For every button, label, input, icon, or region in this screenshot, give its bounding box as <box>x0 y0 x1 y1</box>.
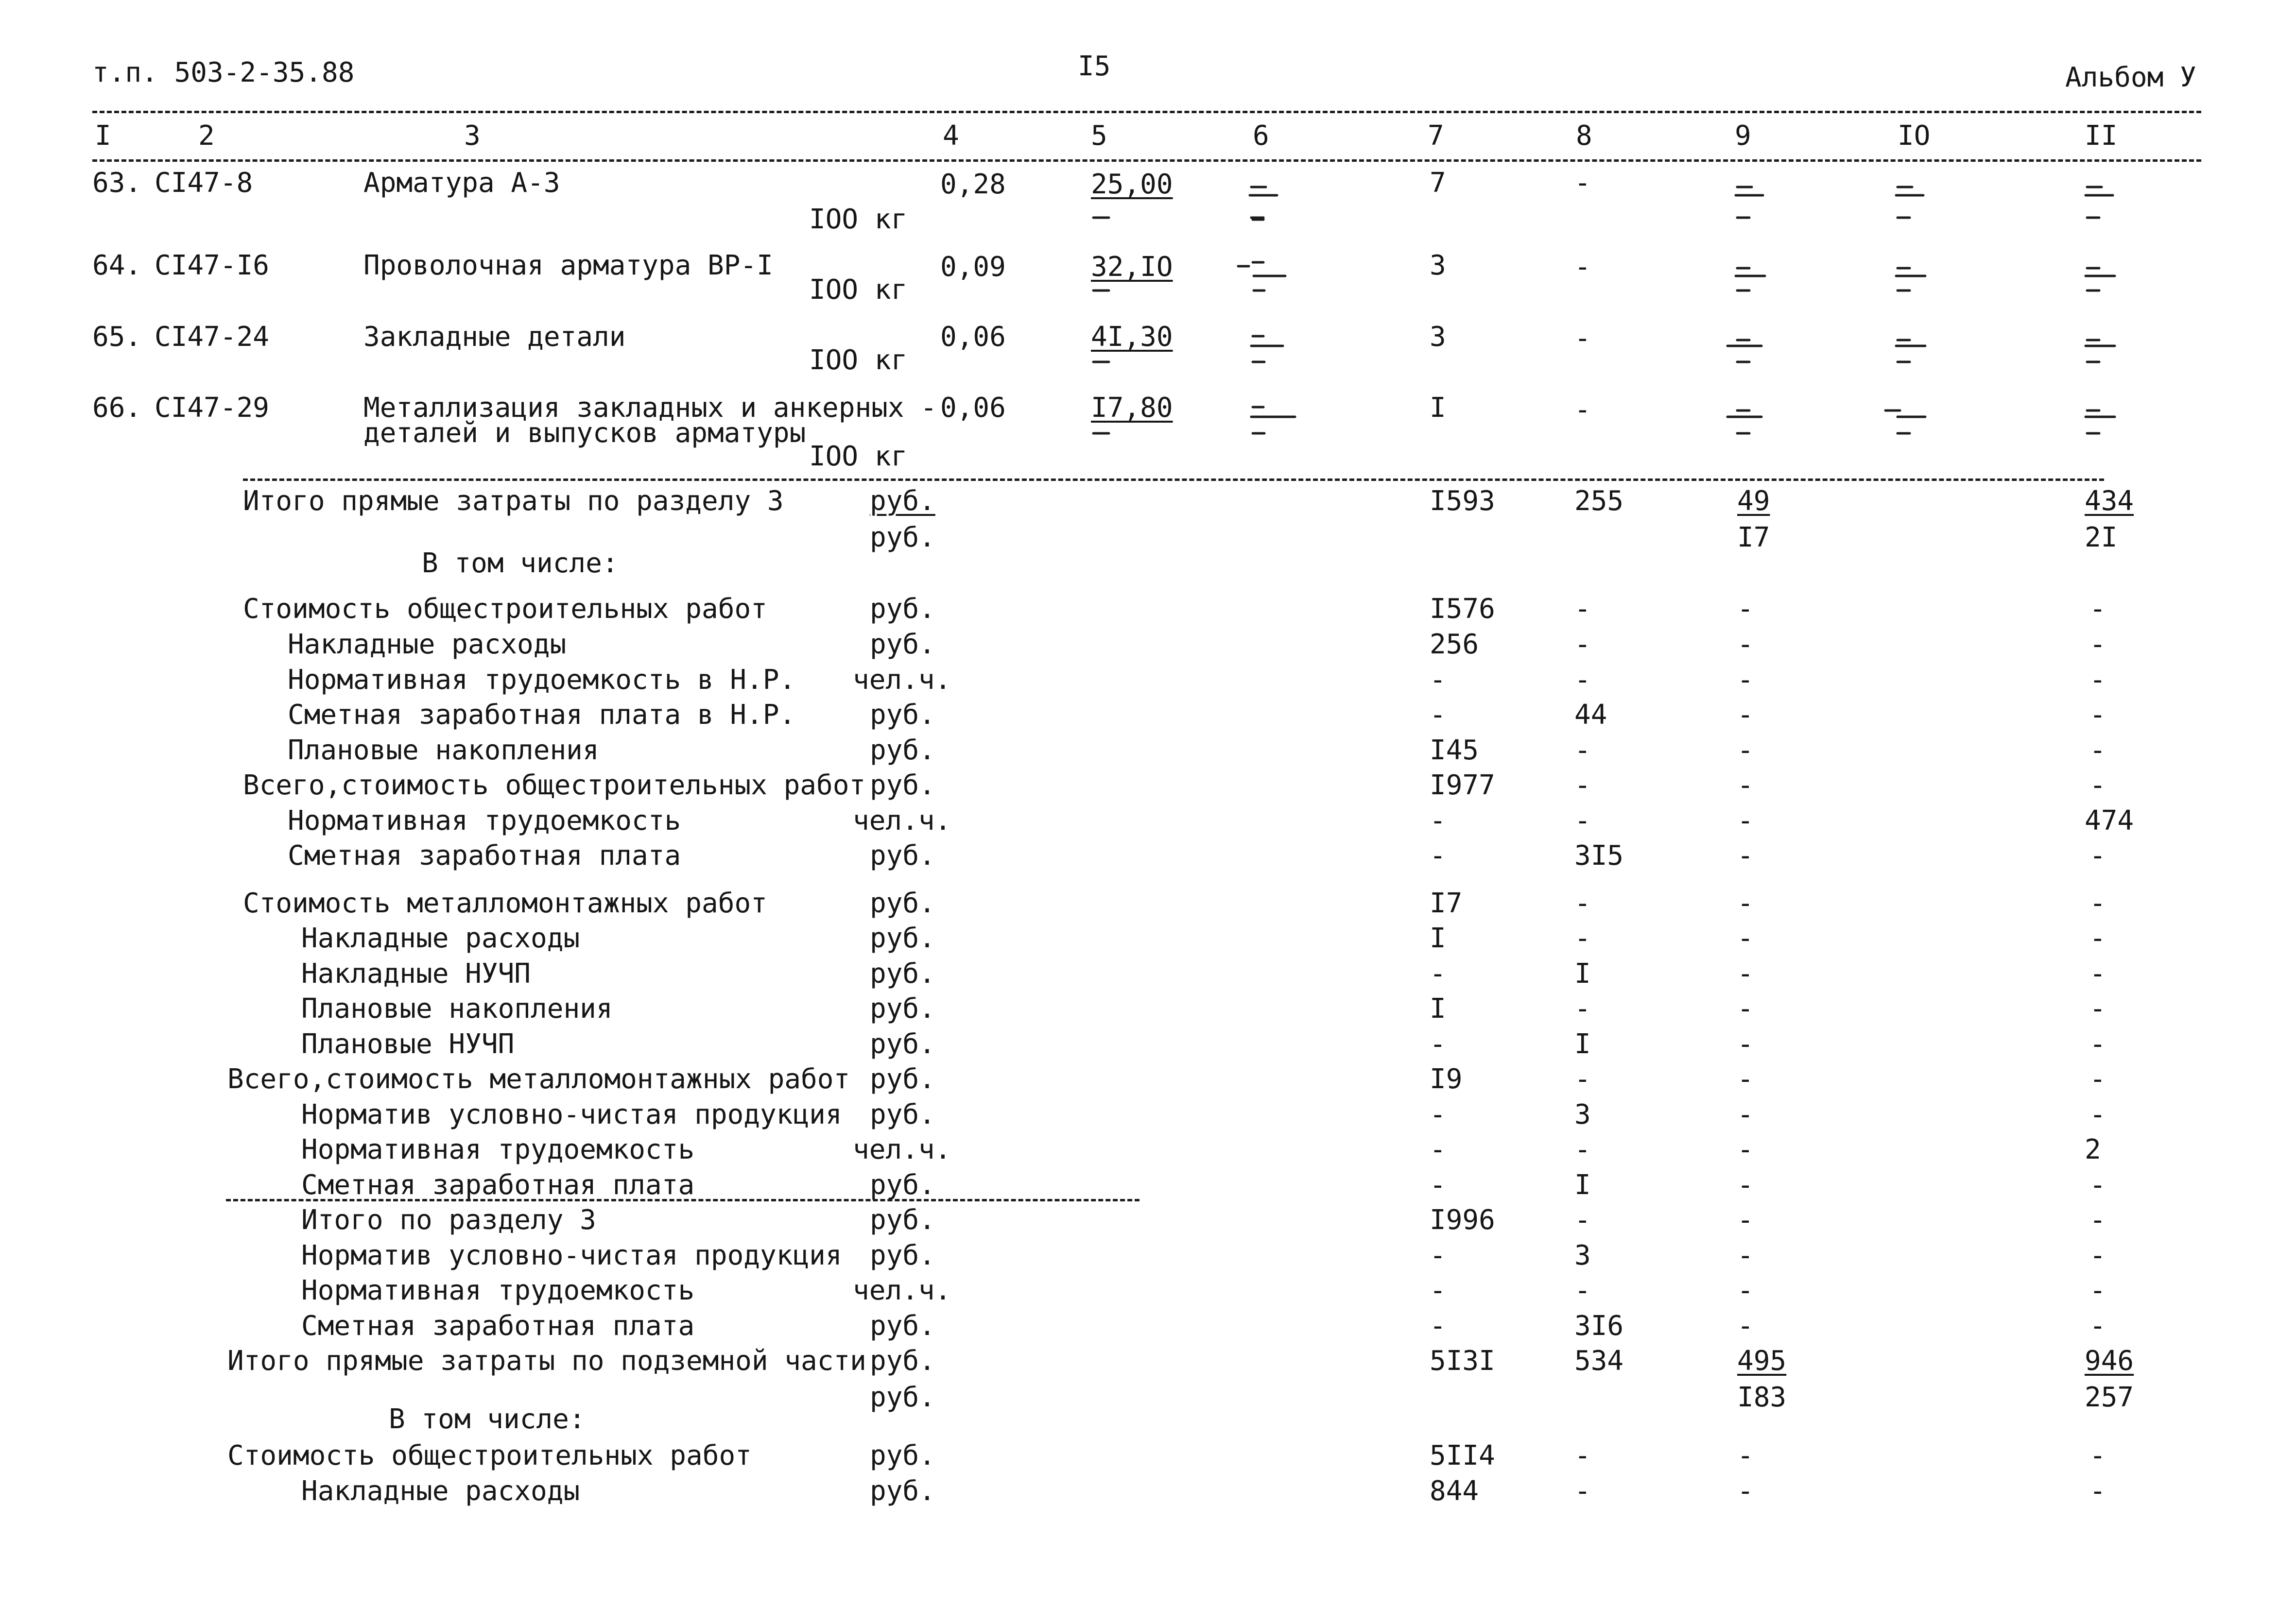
item-number: 66. <box>92 392 142 424</box>
summary-col9: - <box>1737 1440 1754 1471</box>
summary-col8: - <box>1574 993 1591 1025</box>
summary-col9: - <box>1737 1310 1754 1342</box>
item-col8: - <box>1574 323 1591 354</box>
summary-col9: - <box>1737 923 1754 954</box>
item-unit: IOO кг <box>809 274 908 306</box>
summary-col11: - <box>2089 769 2106 801</box>
summary-unit: руб. <box>870 923 935 954</box>
col-header-1: I <box>95 120 111 152</box>
summary-unit: руб. <box>870 629 935 660</box>
summary-col8: - <box>1574 1440 1591 1471</box>
summary-label: Нормативная трудоемкость в Н.Р. <box>288 664 796 696</box>
summary-col7: I576 <box>1430 593 1495 625</box>
summary-col9: - <box>1737 593 1754 625</box>
summary-col11: 2I <box>2085 522 2118 553</box>
summary-col7: - <box>1430 1134 1446 1165</box>
summary-col8: 534 <box>1574 1345 1624 1377</box>
summary-label: Нормативная трудоемкость <box>301 1275 695 1306</box>
summary-col11: - <box>2089 1099 2106 1130</box>
summary-col11: 474 <box>2085 805 2134 837</box>
summary-label: Нормативная трудоемкость <box>288 805 681 837</box>
summary-label: Накладные расходы <box>301 923 580 954</box>
summary-col8: - <box>1574 888 1591 919</box>
summary-unit: руб. <box>870 840 935 872</box>
album-label: Альбом У <box>2065 62 2196 93</box>
summary-col7: I7 <box>1430 888 1463 919</box>
col-header-5: 5 <box>1091 120 1107 152</box>
summary-col7: - <box>1430 840 1446 872</box>
summary-label: В том числе: <box>389 1403 586 1435</box>
summary-unit: чел.ч. <box>853 1134 951 1165</box>
summary-label: Стоимость металломонтажных работ <box>243 888 767 919</box>
item-col8: - <box>1574 167 1591 199</box>
summary-unit: руб. <box>870 1099 935 1130</box>
item-code: СI47-I6 <box>155 250 270 281</box>
summary-unit: чел.ч. <box>853 1275 951 1306</box>
summary-col11: - <box>2089 593 2106 625</box>
summary-col7: - <box>1430 664 1446 696</box>
summary-col9: - <box>1737 699 1754 731</box>
col-header-2: 2 <box>198 120 215 152</box>
summary-col11: 946 <box>2085 1345 2134 1377</box>
summary-label: Стоимость общестроительных работ <box>243 593 767 625</box>
summary-unit: руб. <box>870 735 935 766</box>
summary-col7: I996 <box>1430 1204 1495 1236</box>
summary-col9: - <box>1737 1134 1754 1165</box>
summary-col8: 44 <box>1574 699 1607 731</box>
col-header-10: IO <box>1898 120 1931 152</box>
summary-col9: - <box>1737 993 1754 1025</box>
summary-unit: чел.ч. <box>853 805 951 837</box>
summary-col7: - <box>1430 1099 1446 1130</box>
summary-label: Итого по разделу 3 <box>301 1204 596 1236</box>
summary-col7: I977 <box>1430 769 1495 801</box>
summary-label: Итого прямые затраты по подземной части <box>227 1345 866 1377</box>
summary-col11: - <box>2089 923 2106 954</box>
summary-col7: - <box>1430 958 1446 990</box>
summary-col11: - <box>2089 1240 2106 1271</box>
summary-unit: руб. <box>870 699 935 731</box>
summary-label: Всего,стоимость металломонтажных работ <box>227 1063 850 1095</box>
item-quantity: 0,06 <box>940 321 1006 353</box>
summary-unit: руб. <box>870 888 935 919</box>
summary-col8: - <box>1574 664 1591 696</box>
item-code: СI47-29 <box>155 392 270 424</box>
summary-col7: - <box>1430 805 1446 837</box>
summary-unit: руб. <box>870 1475 935 1507</box>
summary-col11: - <box>2089 1440 2106 1471</box>
summary-col11: - <box>2089 664 2106 696</box>
summary-label: Сметная заработная плата <box>288 840 681 872</box>
summary-unit: руб. <box>870 485 935 517</box>
summary-col9: - <box>1737 1240 1754 1271</box>
summary-col9: - <box>1737 1099 1754 1130</box>
summary-unit: руб. <box>870 1240 935 1271</box>
summary-col8: - <box>1574 769 1591 801</box>
summary-label: Накладные НУЧП <box>301 958 531 990</box>
summary-col7: - <box>1430 1169 1446 1201</box>
subtotal-leader-rule <box>226 1199 1139 1201</box>
summary-col11: - <box>2089 1063 2106 1095</box>
summary-col11: - <box>2089 888 2106 919</box>
item-col7: 3 <box>1430 321 1446 353</box>
summary-unit: руб. <box>870 1063 935 1095</box>
summary-col8: - <box>1574 735 1591 766</box>
summary-col7: I <box>1430 923 1446 954</box>
summary-unit: чел.ч. <box>853 664 951 696</box>
summary-col9: - <box>1737 958 1754 990</box>
item-name: Закладные детали <box>363 321 626 353</box>
summary-unit: руб. <box>870 1382 935 1413</box>
summary-label: Стоимость общестроительных работ <box>227 1440 752 1471</box>
item-name: Проволочная арматура ВР-I <box>363 250 773 281</box>
summary-label: Сметная заработная плата <box>301 1169 695 1201</box>
summary-col9: - <box>1737 735 1754 766</box>
item-price: 25,00 <box>1091 169 1173 200</box>
item-unit: IOO кг <box>809 344 908 376</box>
summary-col11: - <box>2089 1475 2106 1507</box>
summary-col8: - <box>1574 1275 1591 1306</box>
summary-unit: руб. <box>870 958 935 990</box>
col-header-11: II <box>2085 120 2118 152</box>
col-header-8: 8 <box>1576 120 1592 152</box>
summary-col9: - <box>1737 1204 1754 1236</box>
summary-col11: - <box>2089 993 2106 1025</box>
document-code: т.п. 503-2-35.88 <box>92 57 355 88</box>
item-col8: - <box>1574 394 1591 426</box>
summary-label: Норматив условно-чистая продукция <box>301 1099 842 1130</box>
summary-col7: I <box>1430 993 1446 1025</box>
summary-col9: I83 <box>1737 1382 1787 1413</box>
item-name: Металлизация закладных и анкерных - <box>363 392 937 424</box>
summary-unit: руб. <box>870 1028 935 1060</box>
summary-unit: руб. <box>870 522 935 553</box>
summary-col8: 255 <box>1574 485 1624 517</box>
item-name: Арматура А-3 <box>363 167 560 199</box>
item-name-continued: деталей и выпусков арматуры <box>363 417 806 449</box>
summary-col9: I7 <box>1737 522 1770 553</box>
item-number: 65. <box>92 321 142 353</box>
summary-col7: - <box>1430 1310 1446 1342</box>
summary-col7: 256 <box>1430 629 1479 660</box>
summary-col9: 49 <box>1737 485 1770 517</box>
summary-col9: - <box>1737 888 1754 919</box>
summary-col11: - <box>2089 1310 2106 1342</box>
summary-col9: - <box>1737 664 1754 696</box>
summary-col8: 3 <box>1574 1099 1591 1130</box>
summary-col8: I <box>1574 1169 1591 1201</box>
item-col8: - <box>1574 251 1591 283</box>
summary-col11: - <box>2089 629 2106 660</box>
summary-col9: - <box>1737 805 1754 837</box>
summary-label: Норматив условно-чистая продукция <box>301 1240 842 1271</box>
col-header-7: 7 <box>1428 120 1444 152</box>
summary-label: Сметная заработная плата в Н.Р. <box>288 699 796 731</box>
item-quantity: 0,09 <box>940 251 1006 283</box>
col-header-6: 6 <box>1253 120 1269 152</box>
summary-col8: - <box>1574 1063 1591 1095</box>
item-number: 64. <box>92 250 142 281</box>
item-code: СI47-24 <box>155 321 270 353</box>
item-unit: IOO кг <box>809 204 908 235</box>
summary-col9: - <box>1737 629 1754 660</box>
item-quantity: 0,28 <box>940 169 1006 200</box>
summary-col11: - <box>2089 1204 2106 1236</box>
summary-label: Нормативная трудоемкость <box>301 1134 695 1165</box>
summary-col9: - <box>1737 1063 1754 1095</box>
summary-col7: 5I3I <box>1430 1345 1495 1377</box>
col-header-9: 9 <box>1735 120 1751 152</box>
summary-col11: - <box>2089 840 2106 872</box>
summary-col9: - <box>1737 1275 1754 1306</box>
summary-label: Сметная заработная плата <box>301 1310 695 1342</box>
item-price: I7,80 <box>1091 392 1173 424</box>
col-header-4: 4 <box>943 120 959 152</box>
item-col7: I <box>1430 392 1446 424</box>
summary-label: Накладные расходы <box>288 629 567 660</box>
summary-label: Всего,стоимость общестроительных работ <box>243 769 866 801</box>
summary-col11: 2 <box>2085 1134 2101 1165</box>
summary-col11: 257 <box>2085 1382 2134 1413</box>
summary-label: Плановые накопления <box>288 735 599 766</box>
item-code: СI47-8 <box>155 167 253 199</box>
summary-label: Накладные расходы <box>301 1475 580 1507</box>
summary-col11: - <box>2089 1028 2106 1060</box>
summary-col8: I <box>1574 958 1591 990</box>
item-col7: 3 <box>1430 250 1446 281</box>
col-header-3: 3 <box>464 120 481 152</box>
summary-col7: - <box>1430 1028 1446 1060</box>
summary-col8: - <box>1574 1134 1591 1165</box>
summary-col11: - <box>2089 1169 2106 1201</box>
summary-col11: - <box>2089 699 2106 731</box>
item-unit: IOO кг <box>809 441 908 472</box>
summary-label: В том числе: <box>422 547 619 579</box>
item-price: 4I,30 <box>1091 321 1173 353</box>
summary-col9: 495 <box>1737 1345 1787 1377</box>
summary-label: Плановые НУЧП <box>301 1028 515 1060</box>
summary-col11: 434 <box>2085 485 2134 517</box>
summary-unit: руб. <box>870 1345 935 1377</box>
summary-col9: - <box>1737 769 1754 801</box>
summary-col8: - <box>1574 593 1591 625</box>
summary-unit: руб. <box>870 1440 935 1471</box>
summary-col8: - <box>1574 923 1591 954</box>
summary-unit: руб. <box>870 993 935 1025</box>
summary-col7: 5II4 <box>1430 1440 1495 1471</box>
summary-col7: - <box>1430 1240 1446 1271</box>
summary-col7: - <box>1430 699 1446 731</box>
summary-col7: - <box>1430 1275 1446 1306</box>
summary-col8: - <box>1574 629 1591 660</box>
summary-col8: I <box>1574 1028 1591 1060</box>
summary-unit: руб. <box>870 1310 935 1342</box>
summary-unit: руб. <box>870 593 935 625</box>
summary-col11: - <box>2089 958 2106 990</box>
summary-unit: руб. <box>870 1204 935 1236</box>
summary-col7: I593 <box>1430 485 1495 517</box>
summary-col8: - <box>1574 805 1591 837</box>
summary-col8: 3I6 <box>1574 1310 1624 1342</box>
summary-label: Плановые накопления <box>301 993 613 1025</box>
item-quantity: 0,06 <box>940 392 1006 424</box>
summary-col9: - <box>1737 1028 1754 1060</box>
summary-col11: - <box>2089 735 2106 766</box>
summary-col7: I9 <box>1430 1063 1463 1095</box>
summary-unit: руб. <box>870 1169 935 1201</box>
summary-col7: I45 <box>1430 735 1479 766</box>
item-price: 32,IO <box>1091 251 1173 283</box>
item-number: 63. <box>92 167 142 199</box>
summary-col9: - <box>1737 840 1754 872</box>
page-number: I5 <box>1078 51 1111 82</box>
summary-unit: руб. <box>870 769 935 801</box>
summary-label: Итого прямые затраты по разделу 3 <box>243 485 784 517</box>
summary-col8: - <box>1574 1204 1591 1236</box>
summary-col8: 3I5 <box>1574 840 1624 872</box>
summary-col9: - <box>1737 1475 1754 1507</box>
summary-col9: - <box>1737 1169 1754 1201</box>
summary-col11: - <box>2089 1275 2106 1306</box>
item-col7: 7 <box>1430 167 1446 199</box>
summary-col8: 3 <box>1574 1240 1591 1271</box>
summary-col7: 844 <box>1430 1475 1479 1507</box>
summary-col8: - <box>1574 1475 1591 1507</box>
